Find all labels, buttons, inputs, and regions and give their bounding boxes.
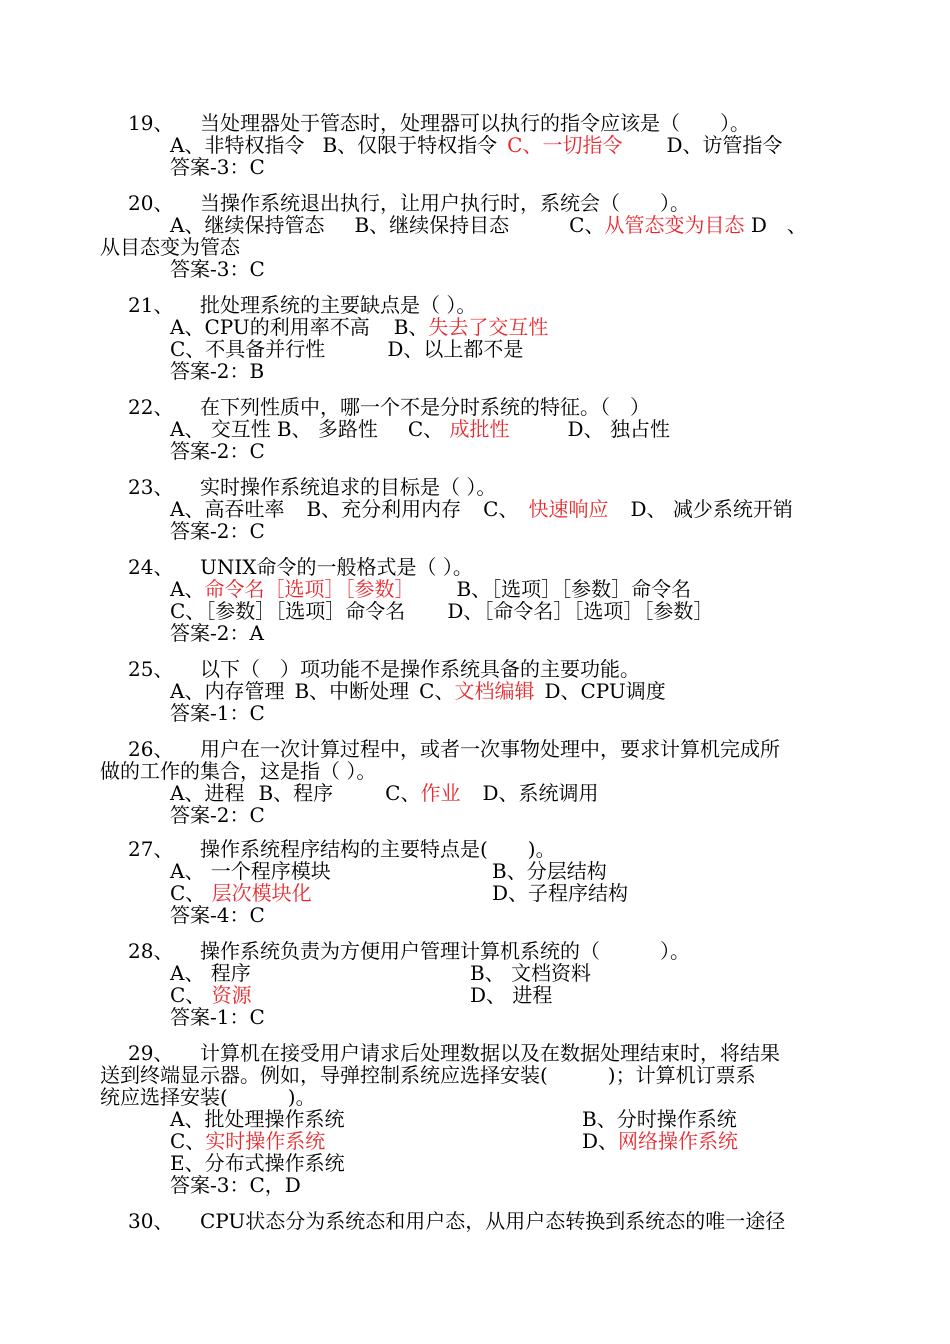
question-25 — [100, 658, 860, 724]
question-number: 19、 — [128, 111, 174, 135]
option: D、子程序结构 — [492, 881, 629, 905]
option-prefix: C、 — [569, 213, 605, 237]
question-stem: UNIX命令的一般格式是（ ）。 — [200, 555, 473, 579]
option: D、［命令名］［选项］［参数］ — [447, 599, 714, 623]
option: A、 交互性 — [170, 417, 271, 441]
option: C、不具备并行性 — [170, 337, 326, 361]
option-prefix: C、 — [170, 1129, 206, 1153]
option-prefix: C、 — [385, 781, 421, 805]
option-prefix: C、 — [419, 679, 455, 703]
answer: 答案-2：C — [170, 519, 265, 543]
question-19 — [100, 112, 860, 178]
option: D、访管指令 — [666, 133, 783, 157]
option: A、高吞吐率 — [170, 497, 285, 521]
option-prefix: D 、 — [744, 213, 807, 237]
answer: 答案-3：C — [170, 257, 265, 281]
correct-option: 资源 — [211, 983, 252, 1007]
option: A、 一个程序模块 — [170, 859, 331, 883]
question-stem: 操作系统负责为方便用户管理计算机系统的（ ）。 — [200, 939, 690, 963]
question-number: 20、 — [128, 191, 174, 215]
option: E、分布式操作系统 — [170, 1151, 345, 1175]
option: B、 文档资料 — [470, 961, 592, 985]
option-continuation: 从目态变为管态 — [100, 235, 240, 259]
question-20 — [100, 192, 860, 280]
option: D、 独占性 — [567, 417, 670, 441]
option: C、［参数］［选项］命令名 — [170, 599, 406, 623]
question-stem: 以下（ ）项功能不是操作系统具备的主要功能。 — [200, 657, 640, 681]
question-number: 21、 — [128, 293, 174, 317]
option: A、内存管理 — [170, 679, 285, 703]
question-number: 29、 — [128, 1041, 174, 1065]
correct-option: 作业 — [420, 781, 461, 805]
option: B、仅限于特权指令 — [322, 133, 498, 157]
correct-option: 命令名［选项］［参数］ — [204, 577, 415, 601]
question-24 — [100, 556, 860, 644]
question-number: 23、 — [128, 475, 174, 499]
question-stem: 当操作系统退出执行，让用户执行时，系统会（ ）。 — [200, 191, 690, 215]
option-prefix: B、 — [393, 315, 429, 339]
correct-option: 快速响应 — [528, 497, 609, 521]
question-29 — [100, 1042, 860, 1196]
question-number: 26、 — [128, 737, 174, 761]
question-21 — [100, 294, 860, 382]
question-stem: 操作系统程序结构的主要特点是( )。 — [200, 837, 556, 861]
option: D、以上都不是 — [387, 337, 524, 361]
question-stem: 用户在一次计算过程中，或者一次事物处理中，要求计算机完成所 — [200, 737, 780, 761]
question-number: 28、 — [128, 939, 174, 963]
option-prefix: C、 — [170, 881, 212, 905]
question-stem: 实时操作系统追求的目标是（ ）。 — [200, 475, 497, 499]
option-prefix: C、 — [483, 497, 529, 521]
question-26 — [100, 738, 860, 826]
option: A、 程序 — [170, 961, 251, 985]
question-stem-continuation: 做的工作的集合，这是指（ ）。 — [100, 759, 377, 783]
question-23 — [100, 476, 860, 542]
option-prefix: D、 — [582, 1129, 619, 1153]
option: D、系统调用 — [482, 781, 599, 805]
correct-option: 失去了交互性 — [428, 315, 549, 339]
correct-option: C、一切指令 — [507, 133, 623, 157]
option: B、充分利用内存 — [306, 497, 462, 521]
option-prefix: A、 — [170, 577, 205, 601]
option: A、进程 — [170, 781, 245, 805]
option: D、 进程 — [470, 983, 553, 1007]
question-27 — [100, 838, 860, 926]
question-22 — [100, 396, 860, 462]
option: D、 减少系统开销 — [630, 497, 793, 521]
question-stem-continuation: 统应选择安装( )。 — [100, 1085, 316, 1109]
correct-option: 成批性 — [449, 417, 510, 441]
answer: 答案-2：A — [170, 621, 264, 645]
question-stem: 批处理系统的主要缺点是（ ）。 — [200, 293, 477, 317]
option: B、继续保持目态 — [354, 213, 510, 237]
option-prefix: C、 — [407, 417, 450, 441]
option: B、程序 — [258, 781, 334, 805]
question-30 — [100, 1210, 860, 1232]
option: B、中断处理 — [294, 679, 410, 703]
option: B、 多路性 — [276, 417, 378, 441]
option: A、继续保持管态 — [170, 213, 325, 237]
correct-option: 实时操作系统 — [205, 1129, 326, 1153]
question-stem: CPU状态分为系统态和用户态，从用户态转换到系统态的唯一途径 — [200, 1209, 786, 1233]
question-number: 30、 — [128, 1209, 174, 1233]
question-number: 24、 — [128, 555, 174, 579]
question-number: 22、 — [128, 395, 174, 419]
answer: 答案-2：C — [170, 439, 265, 463]
correct-option: 文档编辑 — [454, 679, 535, 703]
option: A、非特权指令 — [170, 133, 305, 157]
answer: 答案-1：C — [170, 701, 265, 725]
answer: 答案-1：C — [170, 1005, 265, 1029]
correct-option: 从管态变为目态 — [604, 213, 745, 237]
question-stem: 在下列性质中，哪一个不是分时系统的特征。（ ） — [200, 395, 650, 419]
correct-option: 层次模块化 — [211, 881, 312, 905]
option: B、分层结构 — [492, 859, 607, 883]
correct-option: 网络操作系统 — [618, 1129, 739, 1153]
answer: 答案-2：C — [170, 803, 265, 827]
answer: 答案-2：B — [170, 359, 265, 383]
option: B、分时操作系统 — [582, 1107, 737, 1131]
option-prefix: C、 — [170, 983, 212, 1007]
question-stem-continuation: 送到终端显示器。例如，导弹控制系统应选择安装( )；计算机订票系 — [100, 1063, 756, 1087]
question-stem: 计算机在接受用户请求后处理数据以及在数据处理结束时，将结果 — [200, 1041, 780, 1065]
question-number: 25、 — [128, 657, 174, 681]
question-28 — [100, 940, 860, 1028]
option: B、［选项］［参数］命令名 — [456, 577, 692, 601]
answer: 答案-3：C — [170, 155, 265, 179]
answer: 答案-4：C — [170, 903, 265, 927]
question-stem: 当处理器处于管态时，处理器可以执行的指令应该是（ ）。 — [200, 111, 750, 135]
option: A、CPU的利用率不高 — [170, 315, 370, 339]
option: D、CPU调度 — [544, 679, 666, 703]
question-number: 27、 — [128, 837, 174, 861]
option: A、批处理操作系统 — [170, 1107, 345, 1131]
answer: 答案-3：C，D — [170, 1173, 301, 1197]
